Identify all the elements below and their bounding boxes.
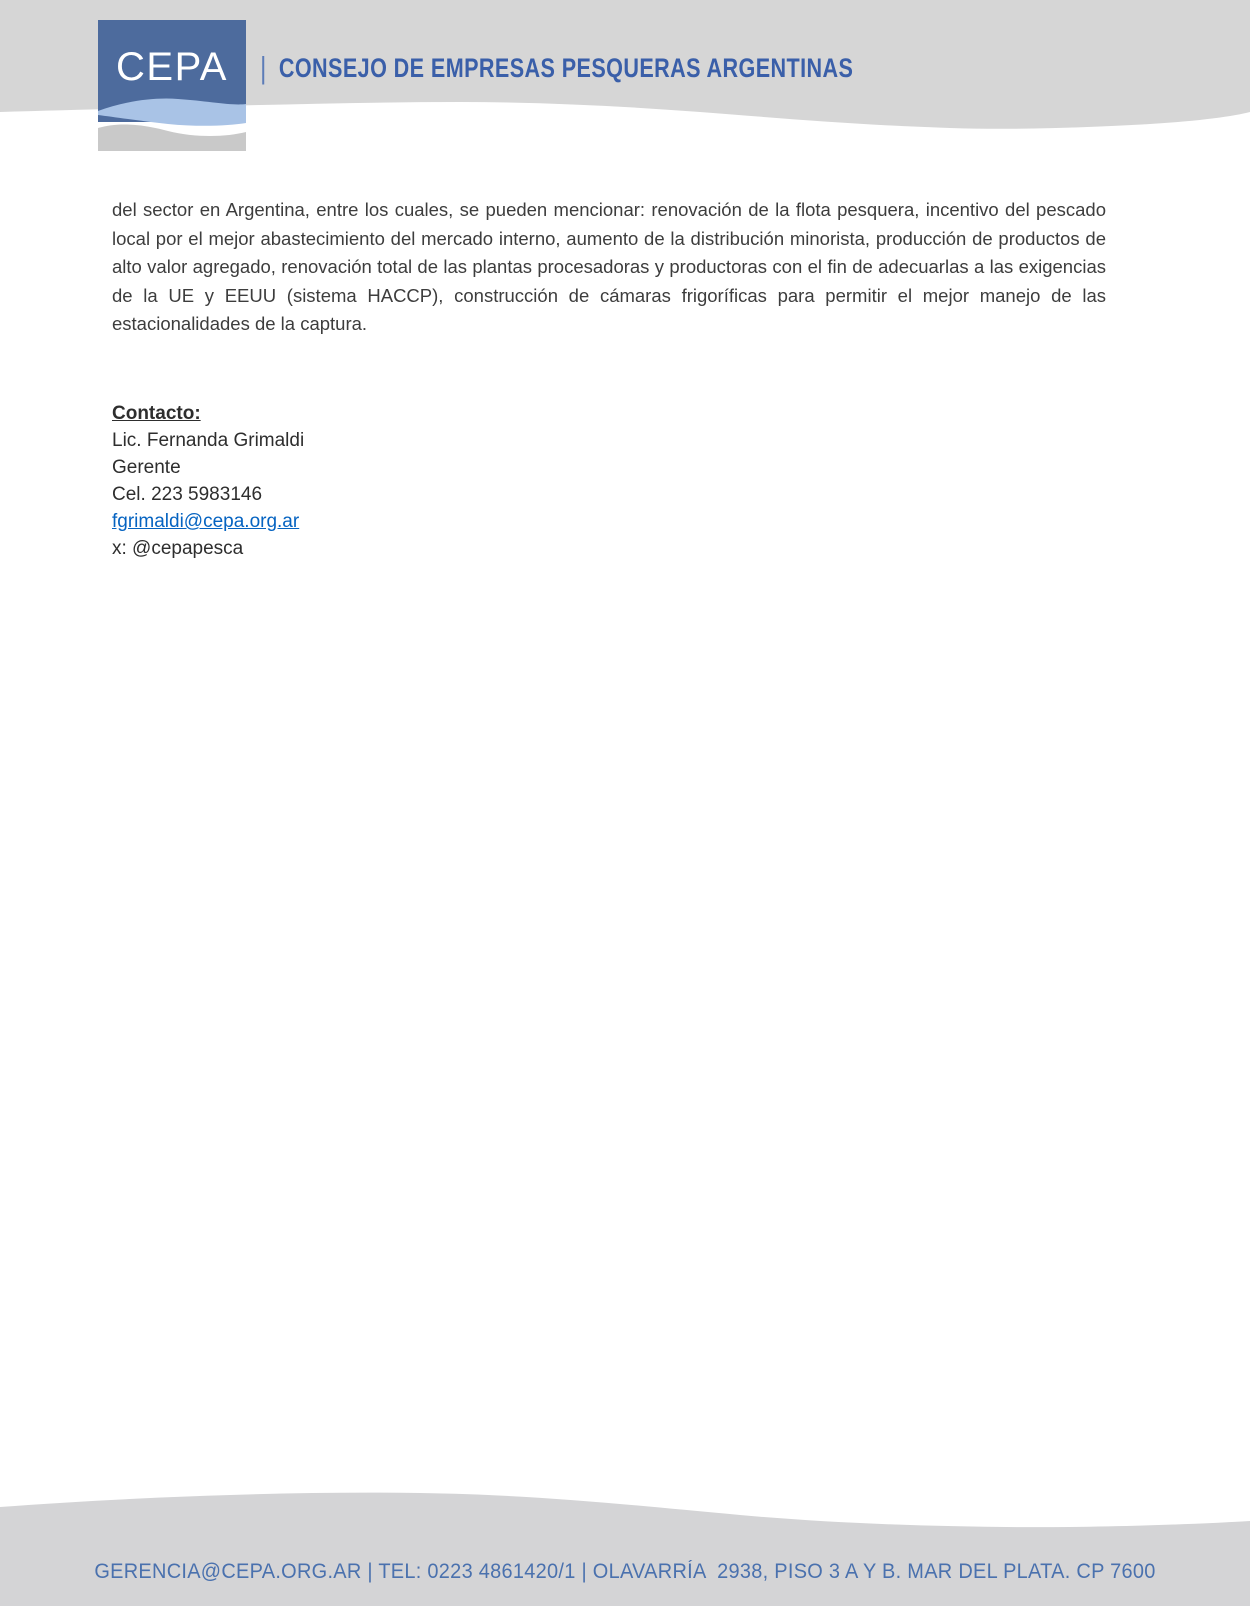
organization-title — [260, 50, 854, 85]
title-divider: | — [260, 50, 267, 85]
contact-role: Gerente — [112, 457, 181, 478]
contact-block — [112, 400, 304, 562]
footer-band — [0, 1493, 1250, 1606]
organization-name: CONSEJO DE EMPRESAS PESQUERAS ARGENTINAS — [278, 53, 854, 83]
logo-gray-tab — [98, 124, 246, 151]
contact-email-link[interactable]: fgrimaldi@cepa.org.ar — [112, 511, 300, 532]
contact-social-handle: x: @cepapesca — [112, 538, 244, 559]
contact-name: Lic. Fernanda Grimaldi — [112, 430, 305, 451]
footer-contact-line: GERENCIA@CEPA.ORG.AR | TEL: 0223 4861420/1 | OLAVARRÍA 2938, PISO 3 A Y B. MAR DEL PLATA. CP 7600 — [94, 1560, 1156, 1583]
body-paragraph: del sector en Argentina, entre los cuales, se pueden mencionar: renovación de la flota pesquera, incentivo del pescado local por el mejor abastecimiento del mercado interno, aumento de la distribución minorista, producción de productos de alto valor agregado, renovación total de las plantas procesadoras y productoras con el fin de adecuarlas a las exigencias de la UE y EEUU (sistema HACCP), construcción de cámaras frigoríficas para permitir el mejor manejo de las estacionalidades de la captura. — [112, 199, 1106, 334]
contact-heading: Contacto: — [112, 403, 201, 424]
cepa-logo-text: CEPA — [116, 45, 228, 89]
letterhead-footer — [0, 1480, 1250, 1606]
contact-phone: Cel. 223 5983146 — [112, 484, 263, 505]
